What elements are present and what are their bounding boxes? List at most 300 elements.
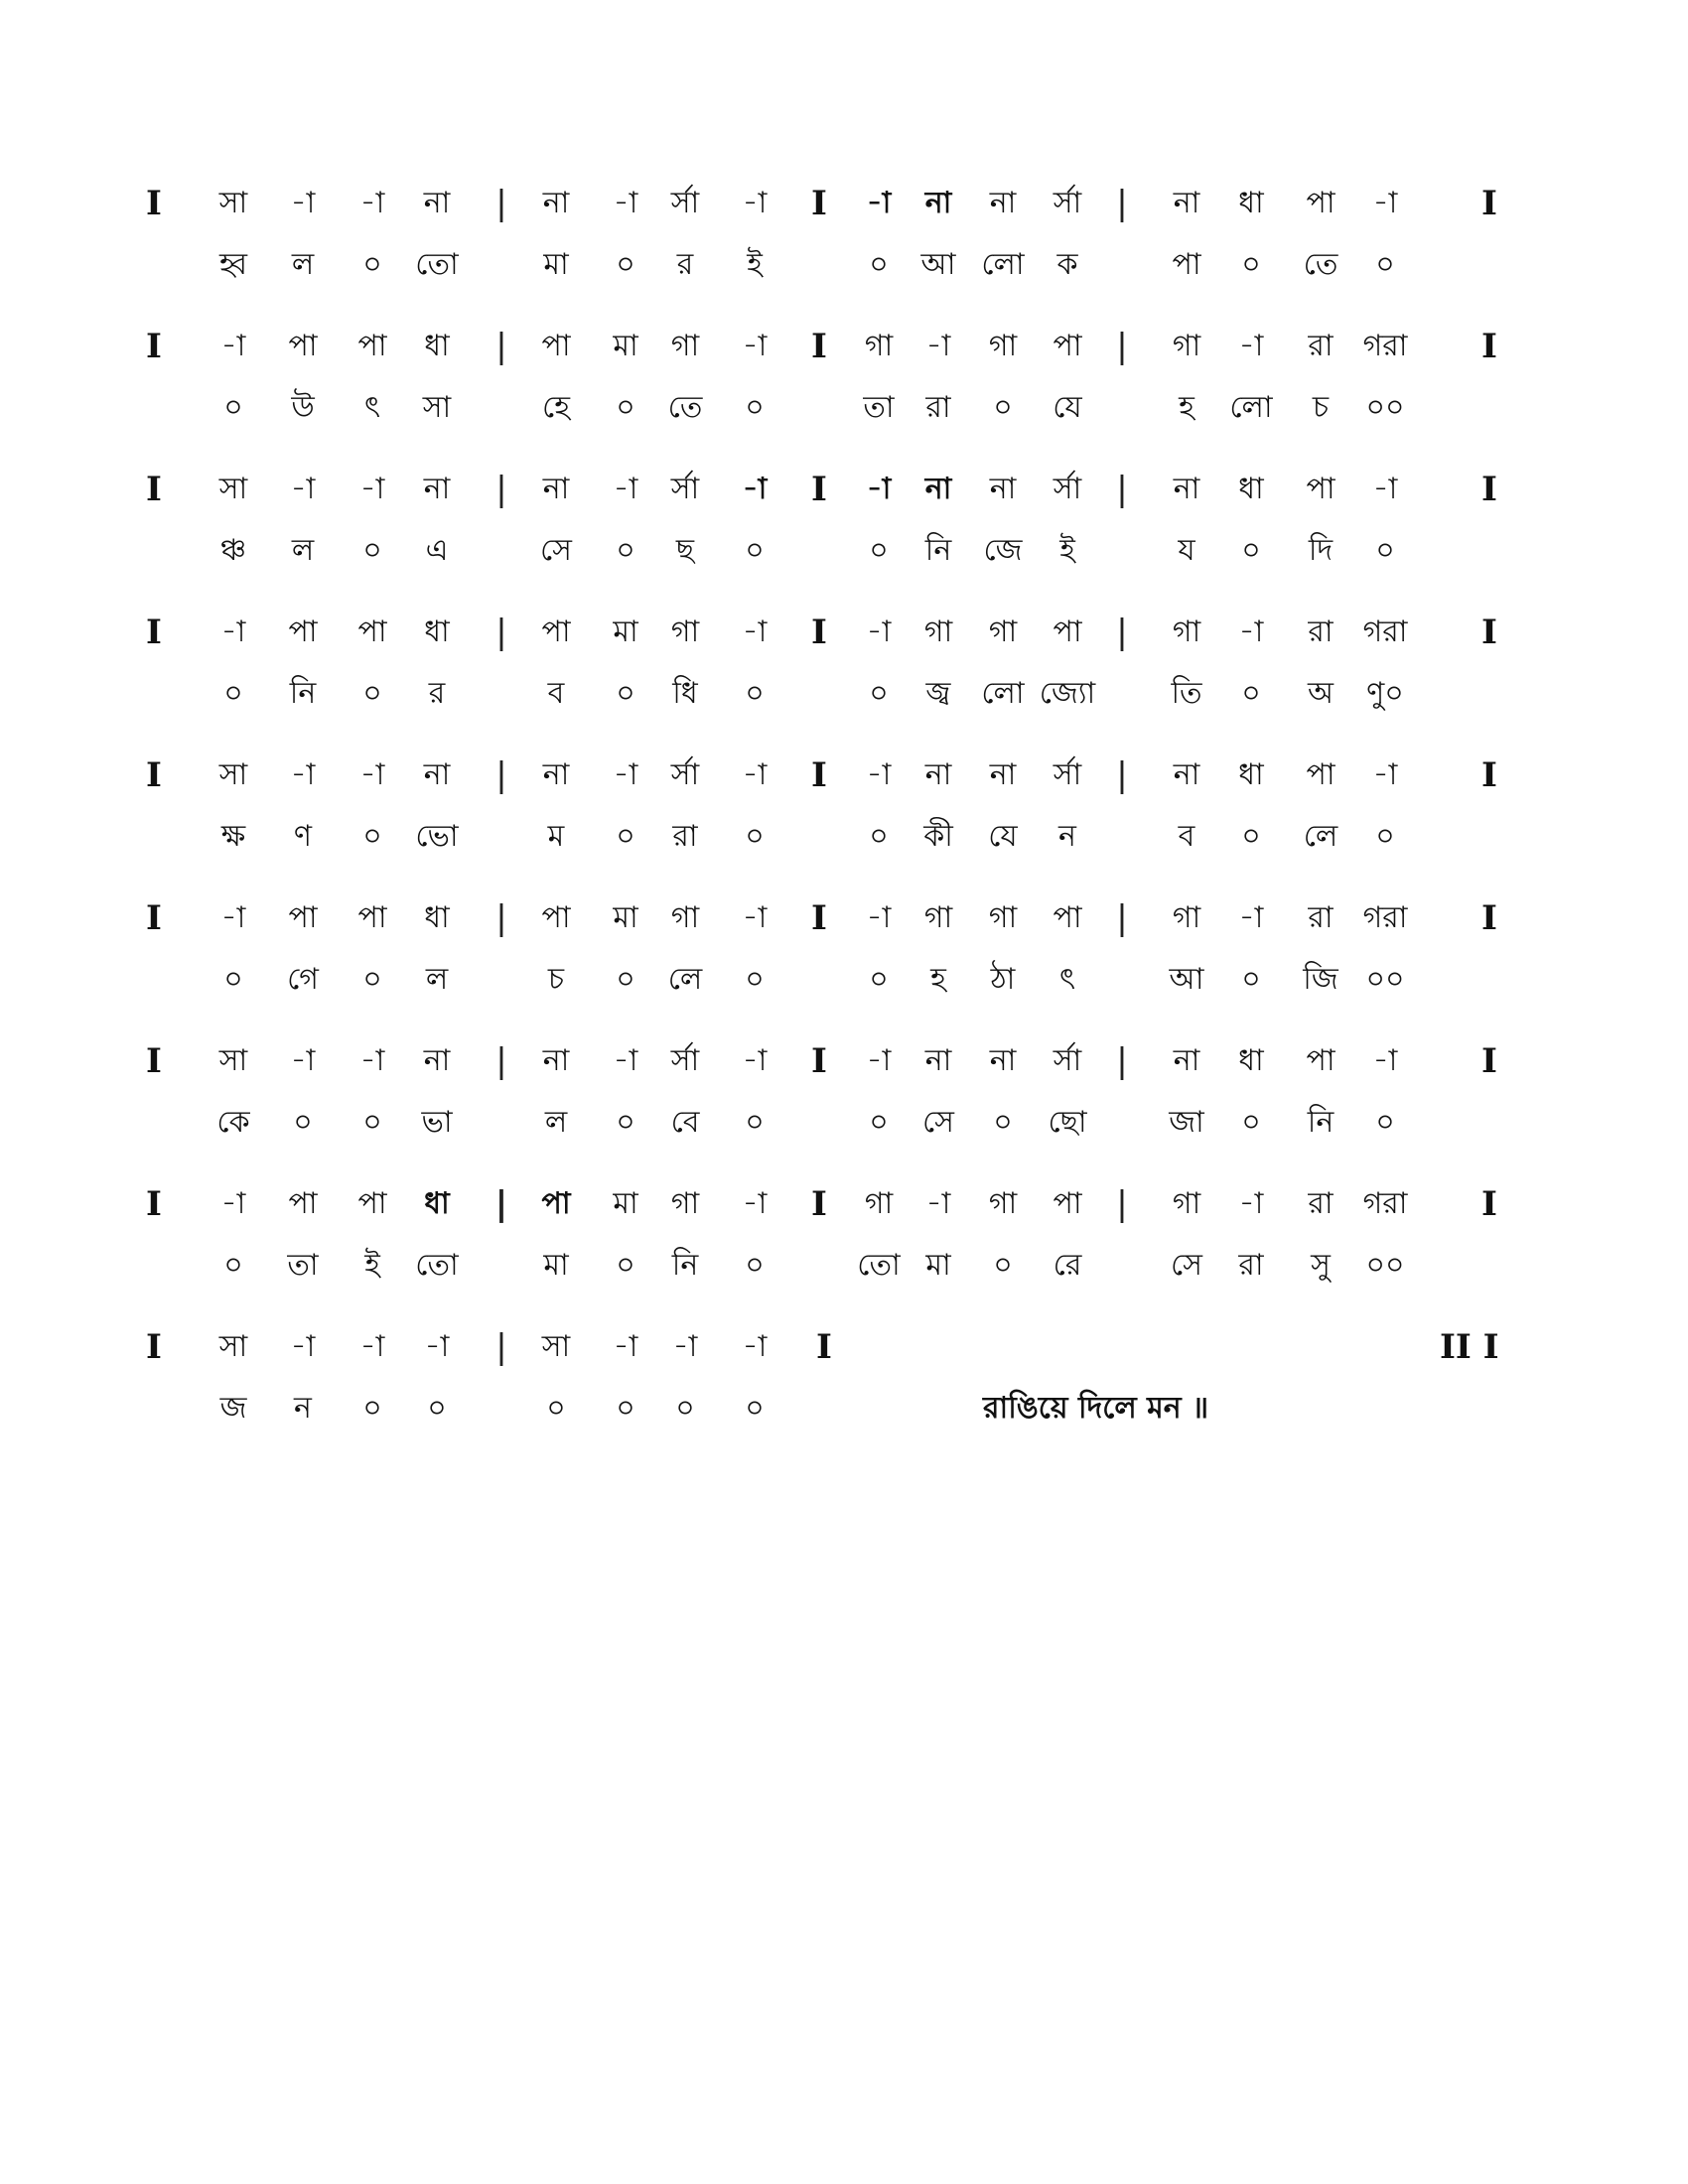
lyric-line — [0, 1093, 1688, 1153]
swara-note: -া — [220, 900, 246, 935]
lyric-syllable: তো — [857, 1248, 901, 1283]
lyric-syllable: ০ — [1241, 676, 1261, 711]
lyric-syllable: তো — [415, 1248, 459, 1283]
swara-note: না — [1173, 186, 1200, 220]
swara-note: সা — [218, 186, 248, 220]
lyric-syllable: ০ — [745, 390, 765, 425]
lyric-syllable: সা — [422, 390, 452, 425]
swara-note: পা — [1306, 186, 1336, 220]
lyric-syllable: ০ — [362, 962, 382, 997]
swara-note: গা — [864, 1186, 894, 1221]
swara-note: -া — [613, 757, 638, 792]
lyric-syllable: র — [428, 676, 446, 711]
swara-note: গা — [864, 329, 894, 363]
lyric-syllable: ম — [547, 819, 565, 854]
swara-note: সা — [218, 1043, 248, 1078]
swara-note: -া — [613, 1329, 638, 1364]
section-bar: I — [146, 1184, 162, 1224]
swara-note: -া — [290, 1043, 316, 1078]
swara-note: -া — [1372, 186, 1398, 220]
swara-note: না — [924, 1043, 952, 1078]
swara-note: -া — [866, 757, 892, 792]
swara-note: পা — [541, 1186, 571, 1221]
swara-note: গা — [1172, 1186, 1201, 1221]
lyric-syllable: ০ — [993, 390, 1013, 425]
swara-note: পা — [1053, 900, 1082, 935]
swara-note: -া — [866, 900, 892, 935]
lyric-syllable: মা — [925, 1248, 951, 1283]
beat-bar: | — [495, 613, 507, 652]
swara-note: পা — [1053, 614, 1082, 649]
lyric-syllable: ই — [1059, 533, 1075, 568]
lyric-syllable: জ — [219, 1391, 247, 1426]
section-bar: I — [146, 470, 162, 509]
lyric-syllable: যে — [988, 819, 1018, 854]
swara-note: -া — [613, 472, 638, 506]
lyric-syllable: লো — [1229, 390, 1273, 425]
swara-note: না — [989, 1043, 1017, 1078]
swara-note: ধা — [424, 1186, 450, 1221]
swara-note: পা — [357, 329, 387, 363]
swara-note: পা — [288, 614, 318, 649]
swara-note: গরা — [1362, 1186, 1408, 1221]
section-bar: I — [1481, 898, 1497, 938]
lyric-syllable: জা — [1169, 1105, 1204, 1140]
beat-bar: | — [1116, 470, 1128, 509]
swara-line — [0, 174, 1688, 233]
lyric-syllable: ০ — [616, 533, 635, 568]
lyric-syllable: ০ — [1241, 533, 1261, 568]
swara-note: -া — [742, 1043, 768, 1078]
lyric-syllable: রা — [1238, 1248, 1264, 1283]
lyric-syllable: লো — [981, 676, 1025, 711]
lyric-syllable: ০ — [1375, 1105, 1395, 1140]
swara-note: পা — [357, 900, 387, 935]
lyric-syllable: ০ — [1375, 819, 1395, 854]
lyric-syllable: ধি — [672, 676, 698, 711]
lyric-syllable: ০ — [745, 819, 765, 854]
swara-note: না — [989, 186, 1017, 220]
swara-note: গা — [988, 900, 1018, 935]
section-bar: I — [146, 613, 162, 652]
lyric-syllable: ল — [291, 247, 315, 282]
lyric-syllable: ০ — [616, 1105, 635, 1140]
lyric-syllable: নি — [671, 1248, 699, 1283]
lyric-syllable: এ — [425, 533, 449, 568]
lyric-syllable: ০ — [223, 676, 243, 711]
lyric-syllable: তো — [415, 247, 459, 282]
beat-bar: | — [1116, 184, 1128, 223]
swara-note: গা — [670, 614, 700, 649]
lyric-syllable: ক — [1056, 247, 1078, 282]
swara-note: -া — [1238, 329, 1264, 363]
lyric-syllable: ০ — [362, 676, 382, 711]
swara-note: না — [542, 1043, 570, 1078]
swara-note: গা — [1172, 900, 1201, 935]
swara-note: না — [924, 186, 952, 220]
swara-note: -া — [613, 1043, 638, 1078]
swara-note: -া — [1372, 472, 1398, 506]
lyric-syllable: ০ — [616, 390, 635, 425]
lyric-syllable: ঠা — [990, 962, 1016, 997]
lyric-syllable: তা — [863, 390, 895, 425]
lyric-syllable: অ — [1308, 676, 1334, 711]
lyric-syllable: ০ — [745, 676, 765, 711]
lyric-syllable: ল — [291, 533, 315, 568]
swara-note: গা — [988, 329, 1018, 363]
swara-note: -া — [866, 614, 892, 649]
lyric-syllable: ০ — [869, 819, 889, 854]
lyric-syllable: আ — [1169, 962, 1204, 997]
swara-note: -া — [866, 1043, 892, 1078]
lyric-syllable: ০০ — [1365, 962, 1405, 997]
swara-note: মা — [613, 614, 638, 649]
swara-note: পা — [541, 900, 571, 935]
swara-note: মা — [613, 1186, 638, 1221]
section-bar: I — [811, 898, 827, 938]
lyric-syllable: জে — [983, 533, 1023, 568]
section-bar: I — [811, 327, 827, 366]
lyric-syllable: ০ — [745, 1105, 765, 1140]
swara-note: -া — [220, 329, 246, 363]
lyric-syllable: সু — [1311, 1248, 1331, 1283]
lyric-syllable: ০ — [616, 1248, 635, 1283]
lyric-line — [0, 1379, 1688, 1438]
swara-note: রা — [1308, 614, 1334, 649]
lyric-syllable: মা — [543, 1248, 569, 1283]
section-bar: I — [146, 755, 162, 795]
lyric-syllable: ল — [425, 962, 449, 997]
lyric-syllable: ভো — [415, 819, 459, 854]
beat-bar: | — [495, 470, 507, 509]
section-bar: I — [1481, 1041, 1497, 1081]
lyric-syllable: পা — [1172, 247, 1201, 282]
swara-note: পা — [1306, 1043, 1336, 1078]
swara-note: -া — [220, 614, 246, 649]
lyric-syllable: ০ — [869, 247, 889, 282]
swara-note: র্সা — [670, 757, 700, 792]
swara-note: পা — [1306, 472, 1336, 506]
swara-note: র্সা — [1053, 1043, 1082, 1078]
beat-bar: | — [1116, 1041, 1128, 1081]
lyric-syllable: ০০ — [1365, 1248, 1405, 1283]
lyric-syllable: ক্ষ — [220, 819, 246, 854]
swara-note: ধা — [424, 900, 450, 935]
lyric-syllable: নি — [924, 533, 952, 568]
lyric-syllable: তে — [1303, 247, 1338, 282]
swara-note: -া — [1372, 1043, 1398, 1078]
swara-note: -া — [742, 329, 768, 363]
swara-note: -া — [742, 614, 768, 649]
beat-bar: | — [495, 1041, 507, 1081]
lyric-syllable: ই — [364, 1248, 380, 1283]
swara-note: র্সা — [1053, 757, 1082, 792]
swara-note: গরা — [1362, 900, 1408, 935]
lyric-syllable: হ — [930, 962, 946, 997]
swara-note: রা — [1308, 329, 1334, 363]
swara-note: গা — [670, 329, 700, 363]
lyric-syllable: ০ — [362, 1105, 382, 1140]
swara-note: সা — [218, 1329, 248, 1364]
swara-line — [0, 317, 1688, 376]
swara-note: -া — [742, 757, 768, 792]
lyric-syllable: হে — [542, 390, 570, 425]
lyric-syllable: রা — [925, 390, 951, 425]
ending-lyric: রাঙিয়ে দিলে মন ॥ — [983, 1391, 1209, 1426]
lyric-syllable: ০ — [616, 676, 635, 711]
swara-note: পা — [288, 1186, 318, 1221]
swara-note: -া — [1238, 1186, 1264, 1221]
swara-note: -া — [290, 186, 316, 220]
section-bar: I — [811, 755, 827, 795]
lyric-syllable: কী — [923, 819, 953, 854]
lyric-syllable: ০ — [616, 247, 635, 282]
lyric-syllable: জ্যো — [1039, 676, 1096, 711]
swara-note: -া — [1238, 614, 1264, 649]
lyric-syllable: নি — [1307, 1105, 1335, 1140]
lyric-syllable: ০ — [616, 819, 635, 854]
swara-note: গা — [988, 1186, 1018, 1221]
beat-bar: | — [1116, 1184, 1128, 1224]
lyric-syllable: ব — [547, 676, 565, 711]
swara-note: গা — [923, 614, 953, 649]
section-bar: I — [146, 898, 162, 938]
section-bar: I — [816, 1327, 832, 1367]
swara-line — [0, 603, 1688, 662]
lyric-syllable: ০ — [993, 1248, 1013, 1283]
lyric-syllable: ভা — [421, 1105, 453, 1140]
swara-note: ধা — [424, 329, 450, 363]
lyric-syllable: ০ — [616, 962, 635, 997]
lyric-syllable: ০ — [745, 962, 765, 997]
lyric-syllable: সে — [1171, 1248, 1202, 1283]
beat-bar: | — [495, 1327, 507, 1367]
section-bar: I — [811, 613, 827, 652]
lyric-syllable: ৎ — [1058, 962, 1076, 997]
lyric-syllable: ০ — [223, 1248, 243, 1283]
swara-note: না — [423, 186, 451, 220]
swara-note: না — [1173, 472, 1200, 506]
lyric-syllable: লে — [1303, 819, 1338, 854]
swara-note: না — [542, 757, 570, 792]
swara-note: -া — [359, 757, 385, 792]
swara-note: -া — [672, 1329, 698, 1364]
lyric-syllable: ০ — [427, 1391, 447, 1426]
lyric-syllable: ন — [294, 1391, 312, 1426]
swara-note: র্সা — [1053, 186, 1082, 220]
lyric-syllable: ন — [1058, 819, 1076, 854]
swara-note: -া — [742, 472, 768, 506]
swara-note: না — [1173, 1043, 1200, 1078]
lyric-line — [0, 235, 1688, 295]
swara-line — [0, 1031, 1688, 1091]
swara-line — [0, 460, 1688, 519]
section-bar: I — [146, 1327, 162, 1367]
swara-note: ধা — [1238, 1043, 1264, 1078]
section-bar: I — [811, 470, 827, 509]
lyric-syllable: লো — [981, 247, 1025, 282]
lyric-syllable: ৎ — [363, 390, 381, 425]
lyric-syllable: তা — [287, 1248, 319, 1283]
lyric-syllable: ০ — [869, 533, 889, 568]
swara-note: গা — [923, 900, 953, 935]
swara-note: ধা — [1238, 186, 1264, 220]
swara-note: -া — [742, 1329, 768, 1364]
lyric-syllable: ০ — [362, 247, 382, 282]
section-bar: I — [1481, 755, 1497, 795]
section-bar: I — [811, 1184, 827, 1224]
swara-note: গা — [988, 614, 1018, 649]
lyric-syllable: মা — [543, 247, 569, 282]
lyric-syllable: ০ — [993, 1105, 1013, 1140]
lyric-syllable: ০ — [362, 533, 382, 568]
swara-note: না — [989, 757, 1017, 792]
swara-note: না — [542, 186, 570, 220]
beat-bar: | — [495, 327, 507, 366]
lyric-syllable: চ — [547, 962, 565, 997]
swara-note: -া — [290, 1329, 316, 1364]
swara-note: গা — [670, 900, 700, 935]
section-bar: I — [1481, 470, 1497, 509]
lyric-syllable: ০ — [1375, 533, 1395, 568]
lyric-syllable: ০ — [223, 390, 243, 425]
swara-line — [0, 1317, 1688, 1377]
lyric-syllable: ণু০ — [1366, 676, 1404, 711]
section-bar: I — [1481, 184, 1497, 223]
beat-bar: | — [495, 184, 507, 223]
lyric-syllable: ০ — [616, 1391, 635, 1426]
lyric-syllable: ০ — [869, 676, 889, 711]
lyric-syllable: ০ — [1241, 819, 1261, 854]
lyric-line — [0, 807, 1688, 867]
swara-note: -া — [290, 757, 316, 792]
lyric-syllable: ০ — [223, 962, 243, 997]
swara-note: না — [1173, 757, 1200, 792]
swara-note: পা — [357, 1186, 387, 1221]
swara-note: পা — [1053, 1186, 1082, 1221]
lyric-line — [0, 950, 1688, 1010]
lyric-syllable: জ্ব — [925, 676, 951, 711]
lyric-syllable: চ — [1312, 390, 1330, 425]
lyric-syllable: জি — [1303, 962, 1338, 997]
swara-note: -া — [424, 1329, 450, 1364]
lyric-syllable: যে — [1053, 390, 1082, 425]
swara-note: না — [423, 472, 451, 506]
lyric-syllable: উ — [291, 390, 315, 425]
section-bar: I — [811, 184, 827, 223]
lyric-syllable: আ — [920, 247, 956, 282]
swara-line — [0, 746, 1688, 805]
swara-note: -া — [925, 329, 951, 363]
lyric-syllable: ০ — [745, 1248, 765, 1283]
swara-note: -া — [359, 472, 385, 506]
swara-note: -া — [359, 1329, 385, 1364]
swara-note: না — [423, 1043, 451, 1078]
lyric-syllable: ০ — [546, 1391, 566, 1426]
lyric-syllable: গে — [287, 962, 319, 997]
lyric-syllable: বে — [670, 1105, 700, 1140]
swara-note: -া — [1238, 900, 1264, 935]
swara-note: র্সা — [1053, 472, 1082, 506]
swara-note: র্সা — [670, 1043, 700, 1078]
lyric-syllable: ই — [747, 247, 763, 282]
swara-note: -া — [742, 186, 768, 220]
swara-note: পা — [1306, 757, 1336, 792]
swara-note: র্সা — [670, 186, 700, 220]
swara-note: গা — [1172, 329, 1201, 363]
swara-note: -া — [742, 1186, 768, 1221]
lyric-syllable: নি — [289, 676, 317, 711]
swara-note: গরা — [1362, 329, 1408, 363]
section-bar: I — [1481, 613, 1497, 652]
swara-note: ধা — [1238, 757, 1264, 792]
swara-note: রা — [1308, 1186, 1334, 1221]
lyric-syllable: ০০ — [1365, 390, 1405, 425]
lyric-syllable: র — [676, 247, 694, 282]
beat-bar: | — [1116, 755, 1128, 795]
section-bar: I — [146, 1041, 162, 1081]
beat-bar: | — [494, 1184, 508, 1224]
swara-note: -া — [1372, 757, 1398, 792]
lyric-syllable: ০ — [362, 1391, 382, 1426]
beat-bar: | — [1116, 898, 1128, 938]
swara-note: না — [542, 472, 570, 506]
swara-note: রা — [1308, 900, 1334, 935]
lyric-syllable: ব — [1178, 819, 1196, 854]
swara-note: না — [989, 472, 1017, 506]
swara-note: সা — [218, 757, 248, 792]
swara-note: -া — [359, 186, 385, 220]
swara-note: পা — [541, 614, 571, 649]
beat-bar: | — [1116, 327, 1128, 366]
lyric-syllable: দি — [1308, 533, 1334, 568]
swara-note: মা — [613, 329, 638, 363]
lyric-syllable: সে — [540, 533, 572, 568]
swara-note: সা — [218, 472, 248, 506]
lyric-syllable: রে — [1053, 1248, 1082, 1283]
beat-bar: | — [495, 898, 507, 938]
swara-note: -া — [220, 1186, 246, 1221]
swara-line — [0, 1174, 1688, 1234]
lyric-syllable: হ — [1179, 390, 1195, 425]
lyric-syllable: হ্ব — [218, 247, 247, 282]
swara-note: -া — [866, 472, 892, 506]
section-bar: I — [146, 184, 162, 223]
swara-line — [0, 888, 1688, 948]
lyric-syllable: ০ — [869, 1105, 889, 1140]
swara-note: ধা — [424, 614, 450, 649]
swara-note: না — [924, 472, 952, 506]
swara-note: মা — [613, 900, 638, 935]
lyric-line — [0, 378, 1688, 438]
lyric-syllable: ০ — [293, 1105, 313, 1140]
lyric-syllable: য — [1178, 533, 1196, 568]
lyric-syllable: ০ — [1241, 247, 1261, 282]
lyric-syllable: ০ — [1375, 247, 1395, 282]
section-bar: I — [811, 1041, 827, 1081]
lyric-syllable: ০ — [362, 819, 382, 854]
swara-note: না — [924, 757, 952, 792]
lyric-syllable: ০ — [675, 1391, 695, 1426]
beat-bar: | — [1116, 613, 1128, 652]
lyric-syllable: ছো — [1048, 1105, 1087, 1140]
lyric-syllable: ০ — [745, 1391, 765, 1426]
swara-note: পা — [541, 329, 571, 363]
swara-note: সা — [541, 1329, 571, 1364]
lyric-syllable: কে — [216, 1105, 250, 1140]
swara-note: পা — [357, 614, 387, 649]
swara-note: -া — [866, 186, 892, 220]
